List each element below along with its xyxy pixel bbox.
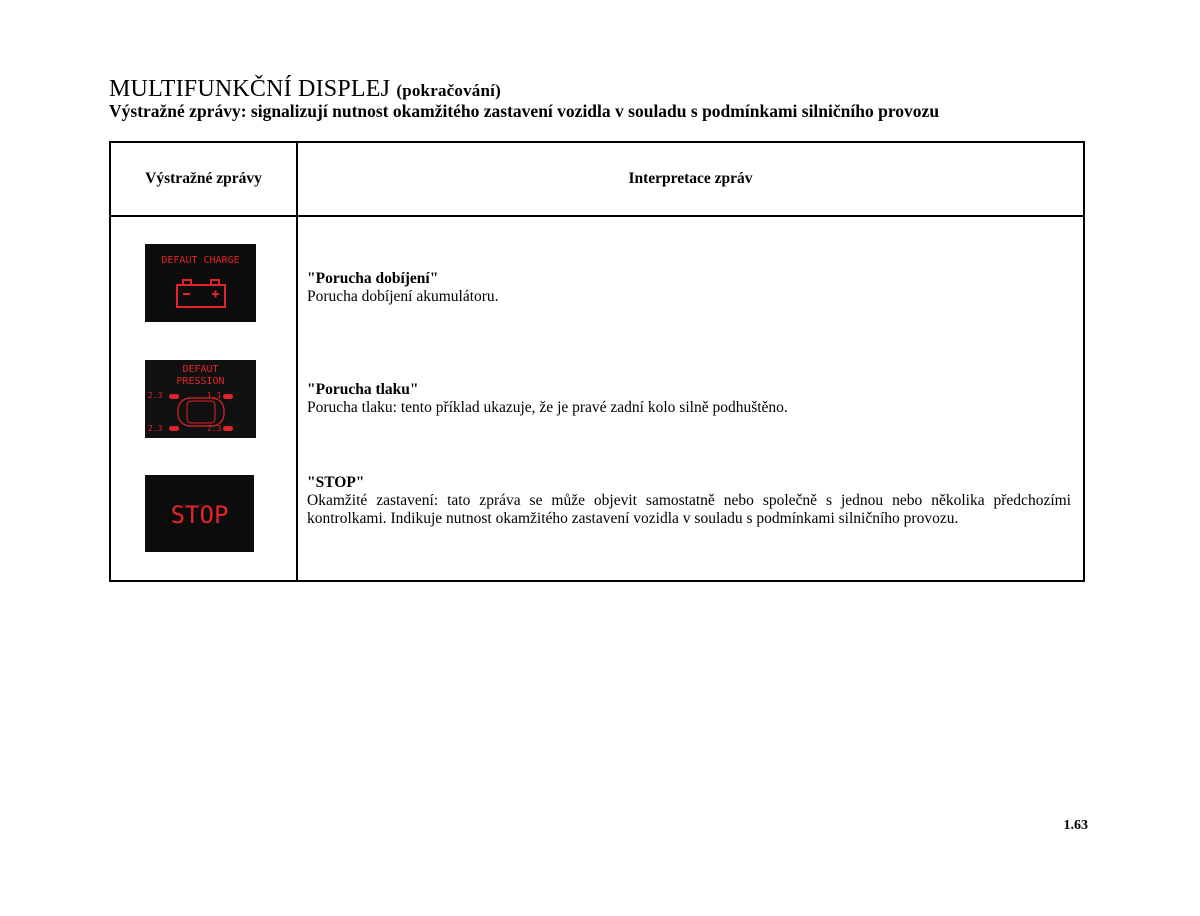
display-stop: [145, 475, 254, 552]
tire-front-right-value: 1.1: [207, 391, 222, 400]
message-description: Porucha dobíjení akumulátoru.: [307, 288, 499, 305]
message-title: "Porucha tlaku": [307, 381, 419, 398]
car-tire-pressure-icon: [169, 394, 233, 431]
page-title: [109, 76, 501, 103]
tire-rear-right-value: 2.3: [207, 424, 222, 433]
warning-messages-table: [109, 141, 1085, 582]
column-header-messages: Výstražné zprávy: [145, 170, 262, 187]
message-default-charge: [307, 270, 1071, 306]
message-default-pression: [307, 381, 1071, 417]
page-number: 1.63: [1063, 818, 1088, 833]
header-divider: [111, 215, 1083, 217]
column-header-interpretation: Interpretace zpráv: [628, 170, 753, 187]
display-stop-text: STOP: [170, 501, 229, 529]
message-title: "Porucha dobíjení": [307, 270, 439, 287]
page-title-suffix: (pokračování): [396, 81, 501, 100]
page-subtitle: Výstražné zprávy: signalizují nutnost okamžitého zastavení vozidla v souladu s podmínkami silničního provozu: [109, 101, 940, 121]
page-title-text: MULTIFUNKČNÍ DISPLEJ: [109, 76, 391, 102]
display-pression-line2: PRESSION: [176, 376, 225, 387]
display-default-charge: [145, 244, 256, 322]
message-stop: [307, 474, 1071, 528]
battery-icon: [177, 280, 225, 307]
message-description: Porucha tlaku: tento příklad ukazuje, že je pravé zadní kolo silně podhuštěno.: [307, 399, 788, 416]
tire-rear-left-value: 2.3: [148, 424, 163, 433]
display-pression-line1: DEFAUT: [182, 364, 219, 375]
display-default-pression: [145, 360, 256, 438]
message-description: Okamžité zastavení: tato zpráva se může objevit samostatně nebo společně s jednou nebo několika předchozími kontrolkami. Indikuje nutnost okamžitého zastavení vozidla v souladu s podmínkami silničního provozu.: [307, 492, 1071, 527]
tire-front-left-value: 2.3: [148, 391, 163, 400]
display-default-charge-text: DEFAUT CHARGE: [161, 255, 240, 266]
message-title: "STOP": [307, 474, 365, 491]
